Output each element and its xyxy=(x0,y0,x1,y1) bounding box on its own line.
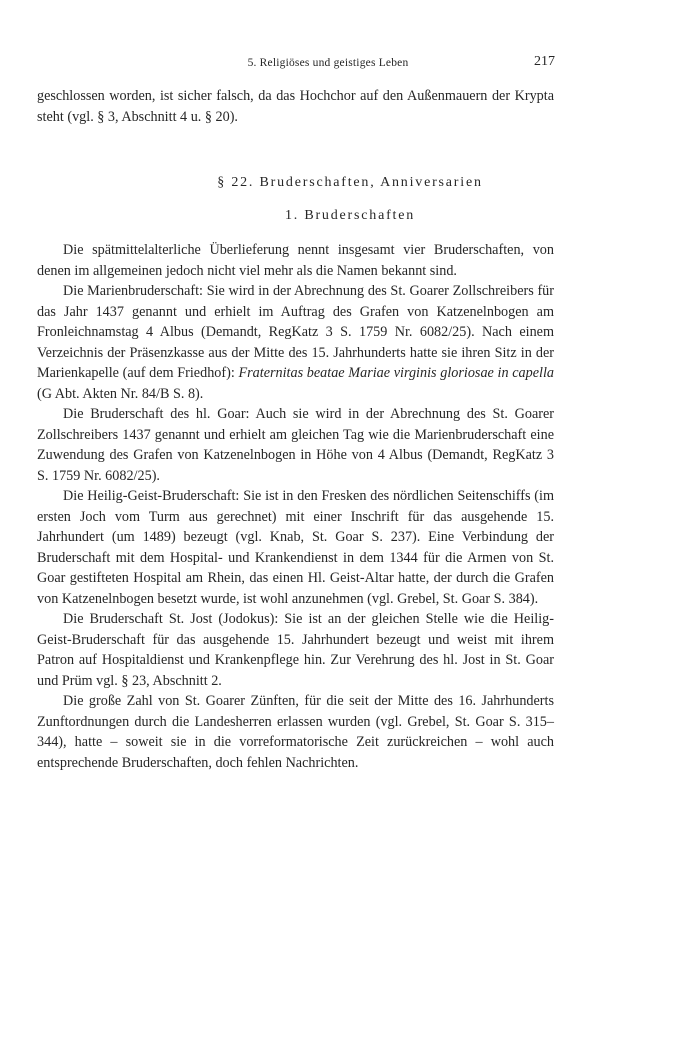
running-head: 5. Religiöses und geistiges Leben xyxy=(247,57,409,69)
paragraph-goar-bruderschaft: Die Bruderschaft des hl. Goar: Auch sie wird in der Abrechnung des St. Goarer Zollschreibers 1437 genannt und erhielt am gleichen Tag wie die Marienbruderschaft eine Zuwendung des Grafen von Katzenelnbogen in Höhe von 4 Albus (Demandt, RegKatz 3 S. 1759 Nr. 6082/25). xyxy=(37,406,554,484)
paragraph-jost-bruderschaft: Die Bruderschaft St. Jost (Jodokus): Sie ist an der gleichen Stelle wie die Heilig-Geist-Bruderschaft für das ausgehende 15. Jahrhundert bezeugt und weist mit ihrem Patron auf Hospitaldienst und Krankenpflege hin. Zur Verehrung des hl. Jost in St. Goar und Prüm vgl. § 23, Abschnitt 2. xyxy=(37,611,554,689)
latin-quote: Fraternitas beatae Mariae virginis gloriosae in capella xyxy=(238,365,554,381)
page-number: 217 xyxy=(534,54,555,69)
paragraph-marienbruderschaft-source: (G Abt. Akten Nr. 84/B S. 8). xyxy=(37,385,204,402)
intro-text: geschlossen worden, ist sicher falsch, da das Hochchor auf den Außenmauern der Krypta steht (vgl. § 3, Abschnitt 4 u. § 20). xyxy=(37,88,554,125)
paragraph-heilig-geist-bruderschaft: Die Heilig-Geist-Bruderschaft: Sie ist in den Fresken des nördlichen Seitenschiffs (im ersten Joch vom Turm aus gerechnet) mit einer Inschrift für das ausgehende 15. Jahrhundert (um 1489) bezeugt (vgl. Knab, St. Goar S. 237). Eine Verbindung der Bruderschaft mit dem Hospital- und Krankendienst in dem 1344 für die Armen von St. Goar gestifteten Hospital am Rhein, das einen Hl. Geist-Altar hatte, der durch die Grafen von Katzenelnbogen besetzt wurde, ist wohl anzunehmen (vgl. Grebel, St. Goar S. 384). xyxy=(37,488,554,607)
paragraph-overview: Die spätmittelalterliche Überlieferung nennt insgesamt vier Bruderschaften, von denen im allgemeinen jedoch nicht viel mehr als die Namen bekannt sind. xyxy=(37,242,554,279)
paragraph-marienbruderschaft xyxy=(37,281,554,404)
section-subtitle: 1. Bruderschaften xyxy=(284,208,416,223)
paragraph-marienbruderschaft-text: Die Marienbruderschaft: Sie wird in der Abrechnung des St. Goarer Zollschreibers für das Jahr 1437 genannt und erhielt im Auftrag des Grafen von Katzenelnbogen am Fronleichnamstag 4 Albus (Demandt, RegKatz 3 S. 1759 Nr. 6082/25). Nach einem Verzeichnis der Präsenzkasse aus der Mitte des 15. Jahrhunderts hatte sie ihren Sitz in der Marienkapelle (auf dem Friedhof): xyxy=(37,283,554,381)
page-header xyxy=(0,54,700,74)
intro-paragraph xyxy=(37,86,554,127)
body-text xyxy=(37,240,554,773)
section-title: § 22. Bruderschaften, Anniversarien xyxy=(217,175,483,190)
paragraph-zuenfte: Die große Zahl von St. Goarer Zünften, für die seit der Mitte des 16. Jahrhunderts Zunftordnungen durch die Landesherren erlassen wurden (vgl. Grebel, St. Goar S. 315–344), hatte – soweit sie in die vorreformatorische Zeit zurückreichen – wohl auch entsprechende Bruderschaften, doch fehlen Nachrichten. xyxy=(37,693,554,771)
